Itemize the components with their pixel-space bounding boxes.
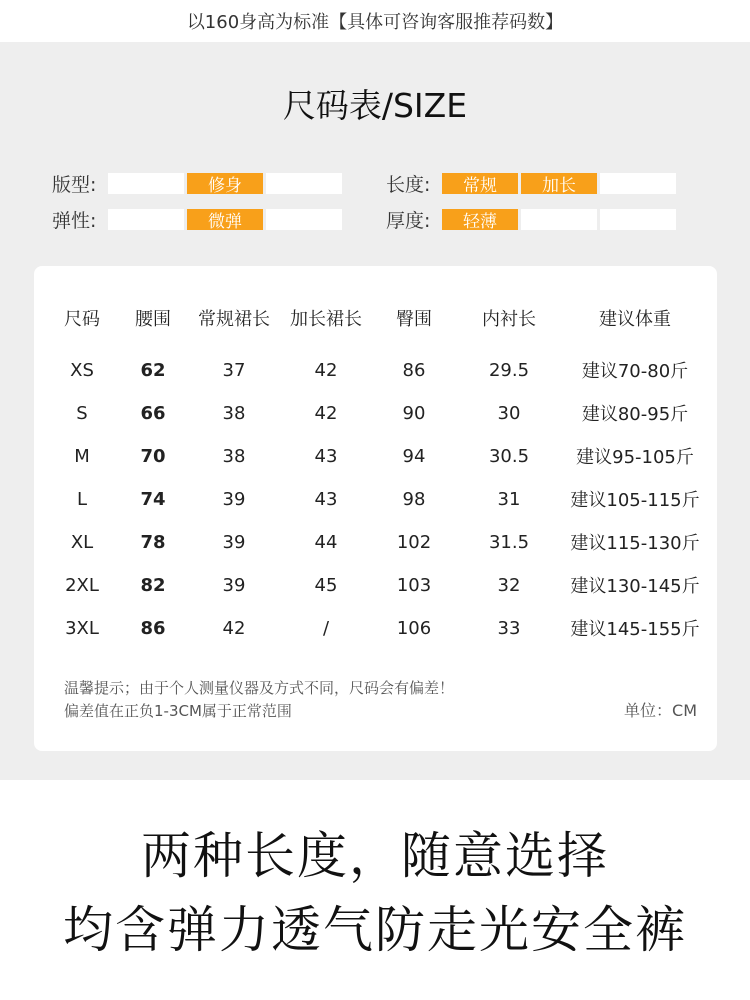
cell-weight: 建议130-145斤 [570, 576, 700, 597]
cell-regular-length: 39 [222, 531, 246, 553]
cell-waist: 62 [140, 359, 166, 381]
thickness-label: 厚度: [386, 210, 431, 232]
cell-lining-length: 33 [497, 617, 521, 639]
length-option-3 [600, 173, 676, 194]
size-chart-title: 尺码表/SIZE [282, 86, 468, 125]
header-long-length: 加长裙长 [290, 309, 362, 330]
cell-lining-length: 31.5 [488, 531, 530, 553]
table-row [34, 570, 717, 600]
header-size: 尺码 [64, 309, 100, 330]
cell-hip: 94 [402, 445, 426, 467]
cell-size: L [76, 488, 88, 510]
elasticity-row [52, 206, 342, 233]
cell-weight: 建议115-130斤 [570, 533, 700, 554]
thickness-row [386, 206, 676, 233]
header-regular-length: 常规裙长 [198, 309, 270, 330]
cell-regular-length: 38 [222, 445, 246, 467]
slogan-line-1: 两种长度，随意选择 [141, 827, 609, 885]
cell-regular-length: 39 [222, 488, 246, 510]
fit-row [52, 170, 342, 197]
length-option-1: 常规 [442, 173, 518, 194]
length-option-2: 加长 [521, 173, 597, 194]
cell-lining-length: 32 [497, 574, 521, 596]
cell-waist: 74 [140, 488, 166, 510]
measurement-note: 温馨提示；由于个人测量仪器及方式不同，尺码会有偏差！ [64, 679, 455, 697]
cell-long-length: 42 [314, 359, 338, 381]
cell-waist: 86 [140, 617, 166, 639]
cell-hip: 98 [402, 488, 426, 510]
thickness-option-3 [600, 209, 676, 230]
cell-long-length: 45 [314, 574, 338, 596]
table-row [34, 355, 717, 385]
table-row [34, 527, 717, 557]
cell-size: 2XL [65, 574, 99, 596]
cell-lining-length: 30 [497, 402, 521, 424]
cell-weight: 建议95-105斤 [576, 447, 694, 468]
table-row [34, 441, 717, 471]
cell-regular-length: 42 [222, 617, 246, 639]
cell-size: XL [70, 531, 94, 553]
cell-long-length: 43 [314, 488, 338, 510]
table-row [34, 398, 717, 428]
table-row [34, 613, 717, 643]
elasticity-option-1 [108, 209, 184, 230]
length-label: 长度: [386, 174, 431, 196]
cell-hip: 90 [402, 402, 426, 424]
length-row [386, 170, 676, 197]
cell-size: 3XL [65, 617, 99, 639]
cell-regular-length: 39 [222, 574, 246, 596]
cell-long-length: / [322, 617, 330, 639]
tolerance-note: 偏差值在正负1-3CM属于正常范围 [64, 702, 292, 720]
size-table-card [34, 266, 717, 751]
fit-label: 版型: [52, 174, 97, 196]
top-note: 以160身高为标准【具体可咨询客服推荐码数】 [0, 0, 750, 42]
elasticity-option-3 [266, 209, 342, 230]
slogan-line-2: 均含弹力透气防走光安全裤 [63, 901, 687, 959]
elasticity-label: 弹性: [52, 210, 97, 232]
header-waist: 腰围 [135, 309, 171, 330]
fit-option-3 [266, 173, 342, 194]
cell-weight: 建议145-155斤 [570, 619, 700, 640]
cell-hip: 102 [396, 531, 432, 553]
elasticity-option-2: 微弹 [187, 209, 263, 230]
header-hip: 臀围 [396, 309, 432, 330]
cell-hip: 103 [396, 574, 432, 596]
unit-label: 单位：CM [624, 701, 697, 720]
table-header [34, 303, 717, 333]
cell-lining-length: 30.5 [488, 445, 530, 467]
cell-weight: 建议70-80斤 [581, 361, 689, 382]
cell-long-length: 43 [314, 445, 338, 467]
cell-waist: 66 [140, 402, 166, 424]
cell-hip: 106 [396, 617, 432, 639]
cell-size: M [74, 445, 90, 467]
cell-lining-length: 29.5 [488, 359, 530, 381]
header-weight: 建议体重 [599, 309, 671, 330]
cell-size: XS [70, 359, 94, 381]
cell-lining-length: 31 [497, 488, 521, 510]
cell-long-length: 42 [314, 402, 338, 424]
table-row [34, 484, 717, 514]
cell-waist: 70 [140, 445, 166, 467]
thickness-option-2 [521, 209, 597, 230]
cell-regular-length: 37 [222, 359, 246, 381]
cell-weight: 建议105-115斤 [570, 490, 700, 511]
cell-waist: 78 [140, 531, 166, 553]
cell-regular-length: 38 [222, 402, 246, 424]
fit-option-1 [108, 173, 184, 194]
thickness-option-1: 轻薄 [442, 209, 518, 230]
cell-size: S [76, 402, 88, 424]
cell-weight: 建议80-95斤 [581, 404, 689, 425]
header-lining-length: 内衬长 [482, 309, 536, 330]
cell-waist: 82 [140, 574, 166, 596]
cell-long-length: 44 [314, 531, 338, 553]
cell-hip: 86 [402, 359, 426, 381]
fit-option-2: 修身 [187, 173, 263, 194]
